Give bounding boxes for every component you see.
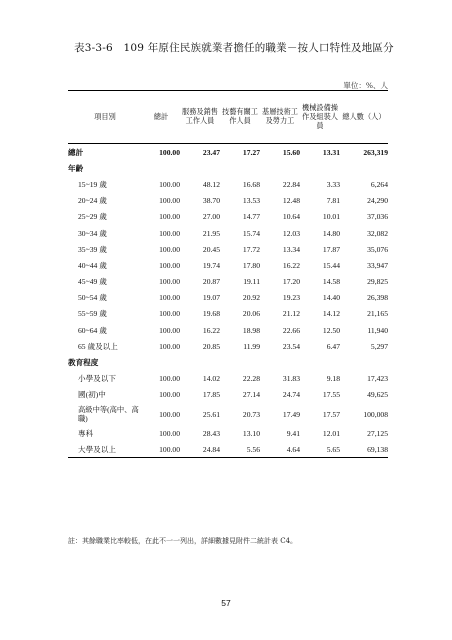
cell-persons: 37,036 [367, 212, 388, 222]
cell-total: 100.00 [159, 409, 180, 419]
cell-elementary: 15.60 [282, 147, 300, 157]
table-row [68, 403, 388, 425]
cell-elementary: 13.34 [282, 244, 300, 254]
table-row [68, 306, 388, 322]
cell-persons: 32,082 [367, 228, 388, 238]
cell-persons: 33,947 [367, 260, 388, 270]
table-row [68, 338, 388, 354]
cell-elementary: 21.12 [282, 309, 300, 319]
cell-elementary: 12.03 [282, 228, 300, 238]
cell-persons: 29,825 [367, 277, 388, 287]
header-craft: 技藝有關工作人員 [220, 91, 260, 144]
cell-craft: 16.68 [242, 179, 260, 189]
header-item: 項目別 [68, 91, 142, 144]
cell-machine: 12.50 [322, 325, 340, 335]
cell-persons: 69,138 [340, 441, 388, 458]
cell-service-sales: 27.00 [202, 212, 220, 222]
header-elementary: 基層技術工及勞力工 [260, 91, 300, 144]
cell-elementary: 23.54 [282, 341, 300, 351]
cell-service-sales: 20.45 [202, 244, 220, 254]
footnote: 註：其餘職業比率較低，在此不一一列出，詳細數據見附件二統計表 C4。 [68, 537, 298, 545]
row-label: 小學及以下 [78, 374, 116, 384]
section-row [68, 354, 388, 370]
cell-craft: 20.06 [242, 309, 260, 319]
row-label: 國(初)中 [78, 390, 106, 400]
cell-total: 100.00 [159, 260, 180, 270]
cell-craft: 17.72 [242, 244, 260, 254]
row-label: 20~24 歲 [78, 196, 107, 206]
cell-persons: 24,290 [367, 196, 388, 206]
header-machine: 機械設備操作及組裝人員 [300, 91, 340, 144]
table-row [68, 425, 388, 441]
cell-total: 100.00 [159, 390, 180, 400]
cell-total: 100.00 [159, 147, 180, 157]
total-row [68, 144, 388, 161]
cell-craft: 22.28 [242, 374, 260, 384]
cell-craft: 20.73 [242, 409, 260, 419]
cell-craft: 14.77 [242, 212, 260, 222]
cell-persons: 6,264 [370, 179, 388, 189]
cell-service-sales: 38.70 [202, 196, 220, 206]
cell-craft: 20.92 [242, 293, 260, 303]
cell-total: 100.00 [142, 441, 180, 458]
cell-total: 100.00 [159, 309, 180, 319]
table-row [68, 274, 388, 290]
header-service-sales: 服務及銷售工作人員 [180, 91, 220, 144]
row-label: 25~29 歲 [78, 212, 107, 222]
cell-service-sales: 24.84 [180, 441, 220, 458]
cell-elementary: 17.49 [282, 409, 300, 419]
cell-total: 100.00 [159, 325, 180, 335]
table-row [68, 209, 388, 225]
cell-machine: 17.87 [322, 244, 340, 254]
row-label: 15~19 歲 [78, 179, 107, 189]
table-row [68, 225, 388, 241]
cell-service-sales: 14.02 [202, 374, 220, 384]
cell-persons: 11,940 [367, 325, 388, 335]
row-label: 30~34 歲 [78, 228, 107, 238]
cell-total: 100.00 [159, 428, 180, 438]
table-row [68, 176, 388, 192]
cell-machine: 12.01 [322, 428, 340, 438]
cell-persons: 17,423 [367, 374, 388, 384]
cell-machine: 9.18 [326, 374, 340, 384]
cell-persons: 27,125 [367, 428, 388, 438]
cell-total: 100.00 [159, 277, 180, 287]
table-row [68, 257, 388, 273]
cell-elementary: 10.64 [282, 212, 300, 222]
cell-machine: 17.57 [322, 409, 340, 419]
cell-craft: 18.98 [242, 325, 260, 335]
cell-persons: 100,008 [363, 409, 388, 419]
cell-service-sales: 19.07 [202, 293, 220, 303]
page-number: 57 [221, 598, 231, 608]
cell-total: 100.00 [159, 374, 180, 384]
cell-machine: 14.12 [322, 309, 340, 319]
row-label: 55~59 歲 [78, 309, 107, 319]
section-label: 年齡 [68, 163, 84, 173]
cell-machine: 14.80 [322, 228, 340, 238]
cell-elementary: 24.74 [282, 390, 300, 400]
cell-craft: 11.99 [243, 341, 260, 351]
cell-machine: 3.33 [326, 179, 340, 189]
cell-elementary: 22.66 [282, 325, 300, 335]
statistics-table [68, 90, 388, 458]
table-title: 表3-3-6 109 年原住民族就業者擔任的職業－按人口特性及地區分 [74, 42, 394, 54]
cell-service-sales: 25.61 [202, 409, 220, 419]
row-label: 45~49 歲 [78, 277, 107, 287]
table-row [68, 241, 388, 257]
cell-elementary: 17.20 [282, 277, 300, 287]
cell-machine: 14.58 [322, 277, 340, 287]
table-row [68, 322, 388, 338]
section-row [68, 160, 388, 176]
row-label: 高級中等(高中、高職) [78, 405, 139, 423]
cell-machine: 6.47 [326, 341, 340, 351]
cell-machine: 5.65 [300, 441, 340, 458]
cell-craft: 17.27 [242, 147, 260, 157]
cell-total: 100.00 [159, 196, 180, 206]
cell-machine: 17.55 [322, 390, 340, 400]
cell-elementary: 9.41 [286, 428, 300, 438]
cell-elementary: 31.83 [282, 374, 300, 384]
cell-total: 100.00 [159, 212, 180, 222]
cell-craft: 15.74 [242, 228, 260, 238]
cell-craft: 17.80 [242, 260, 260, 270]
cell-machine: 15.44 [322, 260, 340, 270]
header-row [68, 91, 388, 144]
cell-machine: 14.40 [322, 293, 340, 303]
cell-elementary: 4.64 [260, 441, 300, 458]
cell-elementary: 19.23 [282, 293, 300, 303]
table-row [68, 441, 388, 458]
cell-total: 100.00 [159, 293, 180, 303]
cell-service-sales: 16.22 [202, 325, 220, 335]
cell-service-sales: 28.43 [202, 428, 220, 438]
cell-persons: 49,625 [367, 390, 388, 400]
table-row [68, 193, 388, 209]
table-row [68, 371, 388, 387]
cell-craft: 27.14 [242, 390, 260, 400]
cell-persons: 263,319 [363, 147, 388, 157]
cell-machine: 10.01 [322, 212, 340, 222]
cell-elementary: 22.84 [282, 179, 300, 189]
header-persons: 總人數（人） [340, 91, 388, 144]
cell-craft: 13.10 [242, 428, 260, 438]
row-label: 專科 [78, 428, 94, 438]
cell-persons: 5,297 [370, 341, 388, 351]
row-label: 總計 [68, 147, 84, 157]
cell-total: 100.00 [159, 228, 180, 238]
header-total: 總計 [142, 91, 180, 144]
cell-craft: 19.11 [243, 277, 260, 287]
row-label: 50~54 歲 [78, 293, 107, 303]
row-label: 40~44 歲 [78, 260, 107, 270]
cell-elementary: 12.48 [282, 196, 300, 206]
cell-service-sales: 19.68 [202, 309, 220, 319]
row-label: 大學及以上 [68, 441, 142, 458]
cell-persons: 21,165 [367, 309, 388, 319]
cell-total: 100.00 [159, 341, 180, 351]
row-label: 65 歲及以上 [78, 341, 118, 351]
cell-persons: 26,398 [367, 293, 388, 303]
cell-total: 100.00 [159, 244, 180, 254]
unit-label: 單位：%、人 [343, 81, 388, 90]
cell-machine: 7.81 [326, 196, 340, 206]
table-row [68, 387, 388, 403]
cell-machine: 13.31 [322, 147, 340, 157]
cell-craft: 13.53 [242, 196, 260, 206]
cell-service-sales: 20.85 [202, 341, 220, 351]
cell-total: 100.00 [159, 179, 180, 189]
cell-elementary: 16.22 [282, 260, 300, 270]
row-label: 35~39 歲 [78, 244, 107, 254]
cell-persons: 35,076 [367, 244, 388, 254]
cell-service-sales: 19.74 [202, 260, 220, 270]
table-row [68, 290, 388, 306]
cell-service-sales: 17.85 [202, 390, 220, 400]
cell-service-sales: 48.12 [202, 179, 220, 189]
cell-craft: 5.56 [220, 441, 260, 458]
cell-service-sales: 23.47 [202, 147, 220, 157]
cell-service-sales: 21.95 [202, 228, 220, 238]
cell-service-sales: 20.87 [202, 277, 220, 287]
section-label: 教育程度 [68, 358, 99, 368]
row-label: 60~64 歲 [78, 325, 107, 335]
